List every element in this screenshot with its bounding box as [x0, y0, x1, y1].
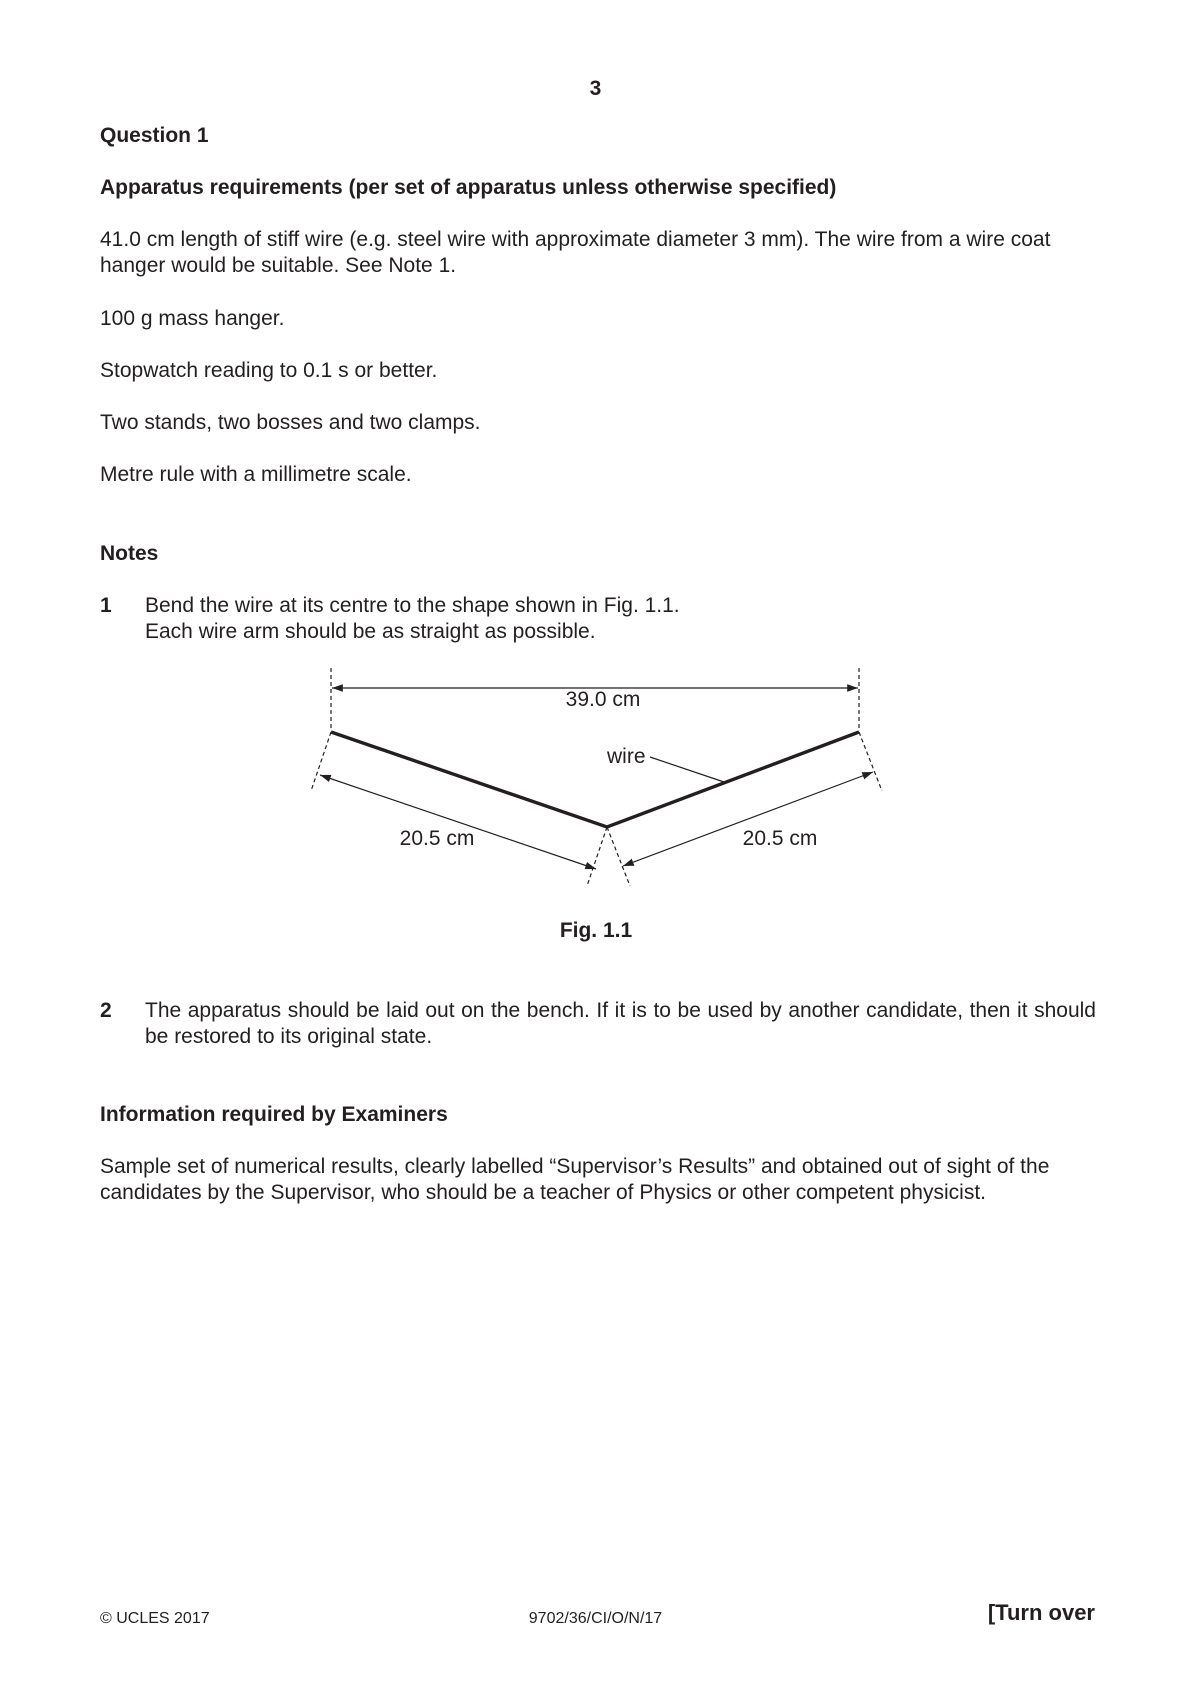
- left-arm-extension-outer: [311, 732, 331, 791]
- width-dimension-label: 39.0 cm: [565, 688, 641, 711]
- apparatus-item-stands: Two stands, two bosses and two clamps.: [100, 411, 481, 434]
- note-1-line-2: Each wire arm should be as straight as possible.: [145, 620, 596, 643]
- left-arm-dimension-line: [320, 775, 596, 869]
- notes-heading: Notes: [100, 542, 159, 565]
- right-arm-dimension-line: [623, 772, 873, 866]
- left-arm-extension-inner: [587, 827, 607, 886]
- footer-copyright: © UCLES 2017: [100, 1610, 210, 1627]
- examiners-text: Sample set of numerical results, clearly labelled “Supervisor’s Results” and obtained out of sight of the candidates by the Supervisor, who should be a teacher of Physics or other competent physicist.: [100, 1155, 1050, 1204]
- apparatus-item-metre-rule: Metre rule with a millimetre scale.: [100, 463, 412, 486]
- apparatus-item-stopwatch: Stopwatch reading to 0.1 s or better.: [100, 359, 438, 382]
- question-heading: Question 1: [100, 124, 209, 147]
- page-number: 3: [589, 77, 602, 100]
- footer-paper-code: 9702/36/CI/O/N/17: [528, 1610, 663, 1627]
- bent-wire: [331, 732, 859, 827]
- right-arm-extension-outer: [859, 732, 882, 791]
- note-2-number: 2: [100, 999, 112, 1022]
- figure-caption: Fig. 1.1: [559, 919, 633, 942]
- note-2-text: The apparatus should be laid out on the bench. If it is to be used by another candidate, then it should be restored to its original state.: [145, 999, 1096, 1048]
- examiners-heading: Information required by Examiners: [100, 1103, 448, 1126]
- wire-label: wire: [607, 745, 646, 768]
- left-arm-dimension-label: 20.5 cm: [399, 827, 475, 850]
- wire-label-leader: [650, 757, 724, 782]
- note-1-line-1: Bend the wire at its centre to the shape shown in Fig. 1.1.: [145, 594, 680, 617]
- note-1-number: 1: [100, 594, 112, 617]
- right-arm-dimension-label: 20.5 cm: [742, 827, 818, 850]
- footer-turn-over: [Turn over: [987, 1600, 1095, 1625]
- apparatus-item-wire: 41.0 cm length of stiff wire (e.g. steel wire with approximate diameter 3 mm). The wire from a wire coat hanger would be suitable. See Note 1.: [100, 228, 1051, 277]
- right-arm-extension-inner: [607, 827, 630, 886]
- apparatus-item-mass-hanger: 100 g mass hanger.: [100, 307, 285, 330]
- apparatus-heading: Apparatus requirements (per set of apparatus unless otherwise specified): [100, 176, 837, 199]
